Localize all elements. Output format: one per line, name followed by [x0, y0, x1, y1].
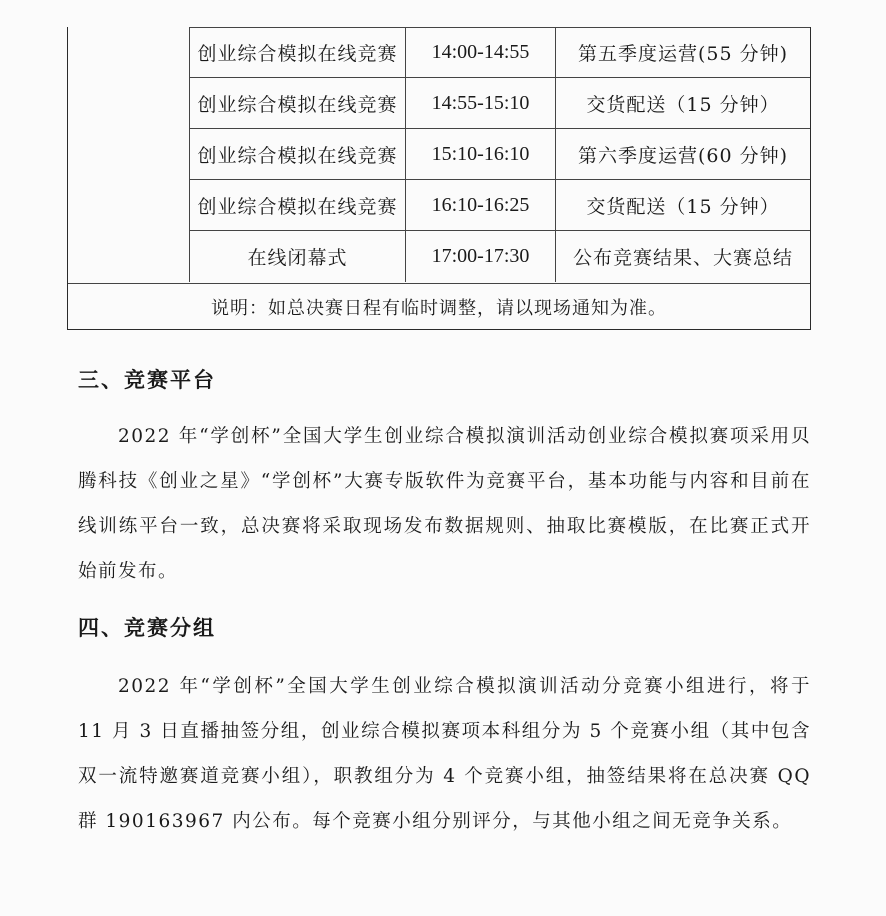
event-cell: 创业综合模拟在线竞赛 [189, 129, 405, 179]
section-body-grouping: 2022 年“学创杯”全国大学生创业综合模拟演训活动分竞赛小组进行，将于 11 月 3 日直播抽签分组，创业综合模拟赛项本科组分为 5 个竞赛小组（其中包含双一流特邀赛道竞赛小组），职教组分为 4 个竞赛小组，抽签结果将在总决赛 QQ 群 190163967 内公布。每个竞赛小组分别评分，与其他小组之间无竞争关系。 [78, 676, 811, 832]
content-cell: 第五季度运营(55 分钟) [555, 28, 810, 77]
table-row [189, 180, 810, 231]
table-row [189, 231, 810, 282]
time-cell: 15:10-16:10 [405, 129, 555, 179]
table-row [189, 129, 810, 180]
content-cell: 交货配送（15 分钟） [555, 78, 810, 128]
section-body-platform: 2022 年“学创杯”全国大学生创业综合模拟演训活动创业综合模拟赛项采用贝腾科技《创业之星》“学创杯”大赛专版软件为竞赛平台，基本功能与内容和目前在线训练平台一致，总决赛将采取现场发布数据规则、抽取比赛模版，在比赛正式开始前发布。 [78, 426, 811, 582]
schedule-table [67, 27, 811, 330]
schedule-note: 说明：如总决赛日程有临时调整，请以现场通知为准。 [68, 283, 810, 330]
table-row [189, 78, 810, 129]
event-cell: 创业综合模拟在线竞赛 [189, 28, 405, 77]
section-heading-platform: 三、竞赛平台 [78, 368, 216, 392]
event-cell: 在线闭幕式 [189, 231, 405, 282]
time-cell: 16:10-16:25 [405, 180, 555, 230]
time-cell: 14:00-14:55 [405, 28, 555, 77]
content-cell: 交货配送（15 分钟） [555, 180, 810, 230]
content-cell: 第六季度运营(60 分钟) [555, 129, 810, 179]
event-cell: 创业综合模拟在线竞赛 [189, 180, 405, 230]
content-cell: 公布竞赛结果、大赛总结 [555, 231, 810, 282]
event-cell: 创业综合模拟在线竞赛 [189, 78, 405, 128]
section-heading-grouping: 四、竞赛分组 [78, 616, 216, 640]
table-row [189, 27, 810, 78]
time-cell: 17:00-17:30 [405, 231, 555, 282]
time-cell: 14:55-15:10 [405, 78, 555, 128]
